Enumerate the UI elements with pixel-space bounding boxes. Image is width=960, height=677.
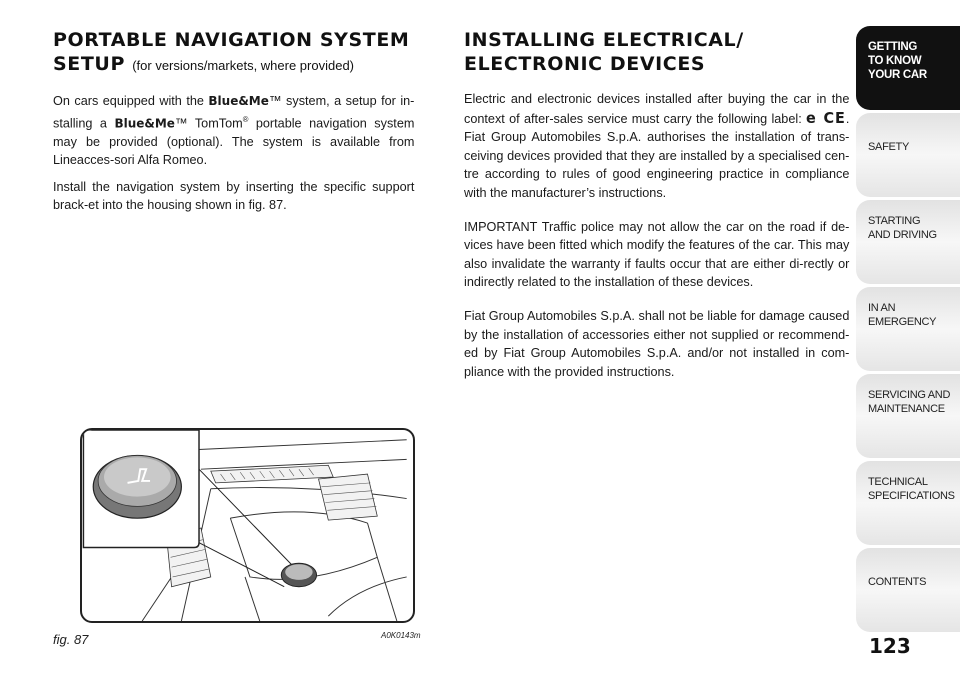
tab-servicing-and-maintenance[interactable]: [856, 374, 960, 458]
dashboard-console-drawing: [82, 430, 413, 621]
tab-safety[interactable]: [856, 113, 960, 197]
tab-technical-specifications[interactable]: [856, 461, 960, 545]
ce-label-mark: e CE: [806, 108, 846, 127]
right-column: [464, 28, 850, 381]
tab-label: CONTENTS: [868, 576, 927, 588]
section-heading-navigation: PORTABLE NAVIGATION SYSTEM SETUP (for versions/markets, where provided): [53, 29, 410, 75]
tab-label: SERVICING AND MAINTENANCE: [868, 389, 951, 415]
page-number: 123: [869, 634, 911, 658]
tab-in-an-emergency[interactable]: [856, 287, 960, 371]
electrical-paragraph-liability: Fiat Group Automobiles S.p.A. shall not be liable for damage caused by the installation of accessories either not supplied or recommend-ed by Fiat Group Automobiles S.p.A. and/or not installed in com-pliance with the provided instructions.: [464, 307, 850, 379]
figure-code: A0K0143m: [381, 631, 421, 640]
figure-87-illustration: [80, 428, 415, 623]
electrical-paragraph-1: Electric and electronic devices installed after buying the car in the context of after-sales service must carry the following label: e CE. Fiat Group Automobiles S.p.A. authorises the installation of trans-ceiving devices provided that they are installed by a specialised cen-tre according to rules of good engineering practice in compliance with the manufacturer’s instructions.: [464, 91, 850, 200]
brand-blueandme: Blue&Me: [114, 114, 175, 130]
left-column: [53, 28, 415, 215]
navigation-paragraph-1: On cars equipped with the Blue&Me™ system, a setup for in-stalling a Blue&Me™ TomTom® portable navigation system may be provided (optional). The system is available from Lineacces-sori Alfa Romeo.: [53, 93, 415, 168]
tab-label: IN AN EMERGENCY: [868, 302, 937, 328]
figure-caption: fig. 87: [53, 632, 89, 647]
section-tabs: [856, 26, 960, 635]
tab-label: STARTING AND DRIVING: [868, 215, 937, 241]
brand-blueandme: Blue&Me: [208, 93, 269, 108]
navigation-paragraph-2: Install the navigation system by inserting the specific support brack-et into the housing shown in fig. 87.: [53, 178, 415, 213]
tab-label: GETTING TO KNOW YOUR CAR: [868, 41, 927, 81]
electrical-paragraph-important: IMPORTANT Traffic police may not allow the car on the road if de-vices have been fitted which modify the features of the car. This may also invalidate the warranty if faults occur that are either di-rectly or indirectly related to the installation of these devices.: [464, 218, 850, 290]
tab-getting-to-know-your-car[interactable]: [856, 26, 960, 110]
tab-starting-and-driving[interactable]: [856, 200, 960, 284]
section-heading-electrical-devices: INSTALLING ELECTRICAL/ ELECTRONIC DEVICES: [464, 29, 744, 75]
tab-label: SAFETY: [868, 141, 909, 153]
heading-subtitle: (for versions/markets, where provided): [132, 58, 355, 73]
tab-contents[interactable]: [856, 548, 960, 632]
tab-label: TECHNICAL SPECIFICATIONS: [868, 476, 955, 502]
